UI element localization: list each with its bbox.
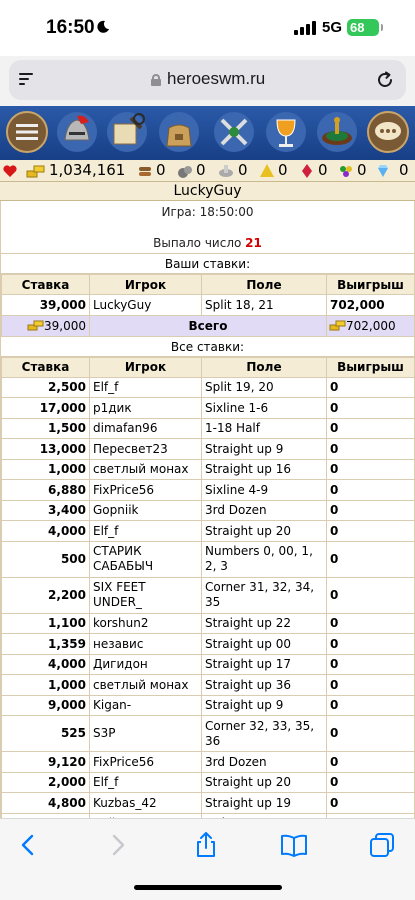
result-number: 21: [245, 236, 262, 250]
bet-player[interactable]: Пересвет23: [90, 439, 202, 460]
bet-player[interactable]: Kuzbas_42: [90, 793, 202, 814]
share-icon[interactable]: [192, 831, 220, 859]
gems-amount: 0: [357, 161, 367, 179]
bet-player[interactable]: Elf_f: [90, 377, 202, 398]
signal-icon: [294, 21, 316, 35]
table-row: [2, 613, 415, 634]
total-bet: 39,000: [44, 318, 86, 333]
roulette-icon[interactable]: [315, 110, 359, 154]
bet-player[interactable]: СТАРИК САБАБЫЧ: [90, 541, 202, 577]
bet-amount: 4,000: [2, 521, 90, 542]
bet-amount: 4,800: [2, 793, 90, 814]
total-label: Всего: [90, 315, 327, 336]
bet-win: 0: [327, 541, 415, 577]
crystal-amount: 0: [318, 161, 328, 179]
table-row: [2, 654, 415, 675]
bet-amount: 2,500: [2, 377, 90, 398]
bet-win: 0: [327, 459, 415, 480]
table-header: [2, 275, 415, 295]
your-bets-title: Ваши ставки:: [1, 254, 414, 274]
forward-icon[interactable]: [104, 831, 132, 859]
bet-field: Split 19, 20: [202, 377, 327, 398]
gold-amount: 1,034,161: [49, 161, 126, 179]
bet-field: Corner 32, 33, 35, 36: [202, 716, 327, 752]
bet-win: 702,000: [327, 295, 415, 316]
bet-amount: 6,880: [2, 480, 90, 501]
col-field: Поле: [202, 275, 327, 295]
bet-amount: 4,000: [2, 654, 90, 675]
table-row: [2, 541, 415, 577]
table-row: [2, 418, 415, 439]
reload-icon[interactable]: [376, 71, 394, 89]
bet-player[interactable]: SIX FEET UNDER_: [90, 577, 202, 613]
bet-amount: 1,000: [2, 675, 90, 696]
bet-win: 0: [327, 577, 415, 613]
bet-amount: 9,000: [2, 695, 90, 716]
battery-icon: [347, 19, 379, 36]
bet-field: Straight up 20: [202, 521, 327, 542]
bet-amount: 525: [2, 716, 90, 752]
game-info: [1, 201, 414, 254]
bet-amount: 2,000: [2, 772, 90, 793]
gold-icon: [330, 320, 346, 331]
bet-player[interactable]: Дигидон: [90, 654, 202, 675]
all-bets-title: Все ставки:: [1, 337, 414, 357]
col-bet: Ставка: [2, 275, 90, 295]
all-bets-body: [2, 377, 415, 834]
reader-mode-icon[interactable]: [19, 72, 37, 88]
sulfur-icon: [259, 163, 275, 179]
table-row: [2, 439, 415, 460]
status-time: 16:50: [46, 17, 95, 38]
col-player: Игрок: [90, 357, 202, 377]
bet-player[interactable]: dimafan96: [90, 418, 202, 439]
table-row: [2, 716, 415, 752]
bet-amount: 13,000: [2, 439, 90, 460]
bet-win: 0: [327, 695, 415, 716]
sulfur-amount: 0: [278, 161, 288, 179]
wood-icon: [137, 163, 153, 179]
col-bet: Ставка: [2, 357, 90, 377]
diamond-icon: [375, 163, 391, 179]
table-row: [2, 480, 415, 501]
bet-amount: 1,500: [2, 418, 90, 439]
game-nav-bar: [0, 106, 415, 160]
bet-win: 0: [327, 613, 415, 634]
mercury-icon: [218, 163, 234, 179]
gold-icon: [28, 320, 44, 331]
bet-player[interactable]: korshun2: [90, 613, 202, 634]
table-row: [2, 695, 415, 716]
hero-helmet-icon[interactable]: [55, 110, 99, 154]
table-row: [2, 772, 415, 793]
bet-field: 1-18 Half: [202, 418, 327, 439]
back-icon[interactable]: [14, 831, 42, 859]
bet-field: Straight up 9: [202, 695, 327, 716]
bet-amount: 17,000: [2, 398, 90, 419]
bag-icon[interactable]: [157, 110, 201, 154]
table-row: [2, 459, 415, 480]
total-win: 702,000: [346, 318, 396, 333]
bookmarks-icon[interactable]: [280, 831, 308, 859]
bet-field: Corner 31, 32, 34, 35: [202, 577, 327, 613]
table-row: [2, 377, 415, 398]
player-name[interactable]: LuckyGuy: [0, 182, 415, 201]
bet-amount: 1,000: [2, 459, 90, 480]
col-win: Выигрыш: [327, 357, 415, 377]
bet-field: Straight up 00: [202, 634, 327, 655]
table-row: [2, 752, 415, 773]
roulette-results: [0, 182, 415, 818]
bet-win: 0: [327, 675, 415, 696]
your-bets-table: [1, 274, 415, 337]
bet-player[interactable]: FixPrice56: [90, 480, 202, 501]
all-bets-table: [1, 357, 415, 835]
map-quest-icon[interactable]: [105, 110, 149, 154]
bet-amount: 39,000: [2, 295, 90, 316]
crystal-icon: [299, 163, 315, 179]
bet-player[interactable]: Kigan-: [90, 695, 202, 716]
result-line: [1, 235, 414, 254]
bet-field: Sixline 4-9: [202, 480, 327, 501]
table-row: [2, 521, 415, 542]
resources-bar: [0, 160, 415, 182]
diamond-amount: 0: [399, 161, 409, 179]
bet-win: 0: [327, 654, 415, 675]
bet-field: Straight up 36: [202, 675, 327, 696]
bet-amount: 9,120: [2, 752, 90, 773]
menu-icon[interactable]: [5, 110, 49, 154]
address-bar[interactable]: [9, 60, 406, 100]
bet-player[interactable]: светлый монах: [90, 675, 202, 696]
bet-player[interactable]: LuckyGuy: [90, 295, 202, 316]
table-row: [2, 675, 415, 696]
bet-player[interactable]: S3P: [90, 716, 202, 752]
table-row: [2, 500, 415, 521]
bet-field: Straight up 9: [202, 439, 327, 460]
table-row: [2, 634, 415, 655]
bet-field: Sixline 1-6: [202, 398, 327, 419]
ore-amount: 0: [196, 161, 206, 179]
col-win: Выигрыш: [327, 275, 415, 295]
goblet-icon[interactable]: [264, 110, 308, 154]
bet-amount: 3,400: [2, 500, 90, 521]
results-frame: [0, 201, 415, 834]
bet-player[interactable]: FixPrice56: [90, 752, 202, 773]
network-label: 5G: [322, 19, 343, 36]
bet-field: Straight up 20: [202, 772, 327, 793]
bet-win: 0: [327, 377, 415, 398]
bet-win: 0: [327, 772, 415, 793]
moon-icon: [96, 20, 110, 34]
bet-field: Numbers 0, 00, 1, 2, 3: [202, 541, 327, 577]
bet-win: 0: [327, 752, 415, 773]
chat-icon[interactable]: [366, 110, 410, 154]
bet-win: 0: [327, 418, 415, 439]
table-row: [2, 295, 415, 316]
bet-field: 3rd Dozen: [202, 500, 327, 521]
bet-player[interactable]: Elf_f: [90, 772, 202, 793]
bet-win: 0: [327, 439, 415, 460]
bet-field: Straight up 17: [202, 654, 327, 675]
home-indicator: [134, 885, 282, 890]
url-text[interactable]: heroeswm.ru: [167, 69, 266, 88]
bet-amount: 500: [2, 541, 90, 577]
bet-win: 0: [327, 716, 415, 752]
bet-amount: 2,200: [2, 577, 90, 613]
bet-win: 0: [327, 398, 415, 419]
heart-icon: [2, 163, 18, 179]
battery-level: 68: [350, 20, 365, 35]
browser-chrome: [0, 56, 415, 106]
bet-amount: 1,100: [2, 613, 90, 634]
bet-win: 0: [327, 521, 415, 542]
table-header: [2, 357, 415, 377]
bet-field: Straight up 16: [202, 459, 327, 480]
bet-player[interactable]: светлый монах: [90, 459, 202, 480]
gold-icon: [26, 163, 46, 179]
crossed-swords-icon[interactable]: [212, 110, 256, 154]
wood-amount: 0: [156, 161, 166, 179]
col-player: Игрок: [90, 275, 202, 295]
bet-player[interactable]: Elf_f: [90, 521, 202, 542]
bet-player[interactable]: p1дик: [90, 398, 202, 419]
gems-icon: [338, 163, 354, 179]
game-time: Игра: 18:50:00: [161, 205, 254, 219]
ore-icon: [177, 163, 193, 179]
bet-player[interactable]: независ: [90, 634, 202, 655]
bet-win: 0: [327, 634, 415, 655]
total-row: [2, 315, 415, 336]
mercury-amount: 0: [238, 161, 248, 179]
tabs-icon[interactable]: [368, 831, 396, 859]
bet-amount: 1,359: [2, 634, 90, 655]
table-row: [2, 577, 415, 613]
bet-win: 0: [327, 500, 415, 521]
status-bar: [0, 0, 415, 56]
bet-player[interactable]: Gopniik: [90, 500, 202, 521]
bet-win: 0: [327, 793, 415, 814]
table-row: [2, 793, 415, 814]
col-field: Поле: [202, 357, 327, 377]
table-row: [2, 398, 415, 419]
bet-field: 3rd Dozen: [202, 752, 327, 773]
result-label: Выпало число: [153, 236, 242, 250]
lock-icon: [151, 74, 161, 86]
bet-field: Split 18, 21: [202, 295, 327, 316]
bet-win: 0: [327, 480, 415, 501]
bet-field: Straight up 19: [202, 793, 327, 814]
bet-field: Straight up 22: [202, 613, 327, 634]
